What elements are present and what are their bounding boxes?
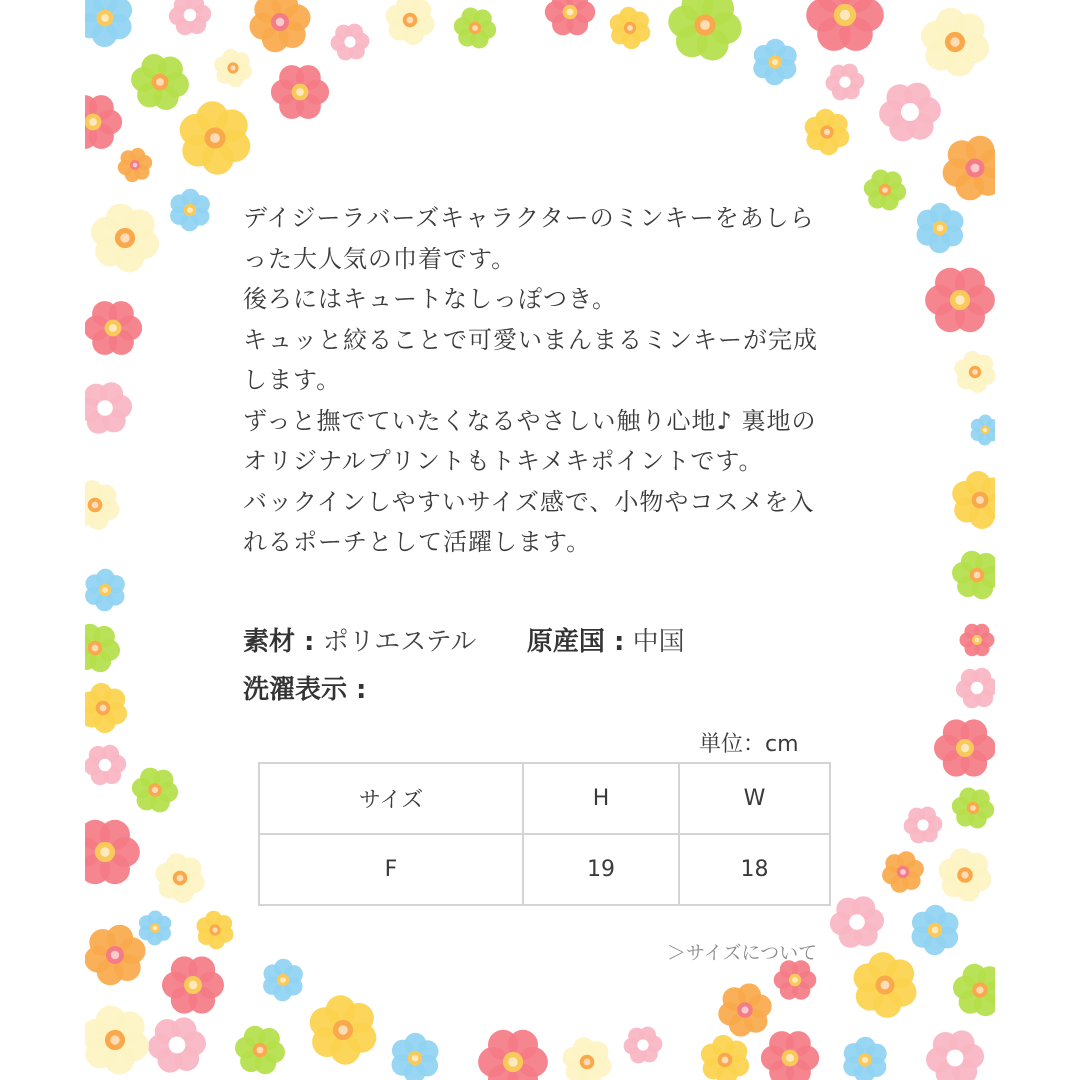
flower-icon (197, 911, 234, 950)
flower-icon (85, 683, 127, 733)
flower-icon (563, 1037, 612, 1080)
flower-icon (753, 39, 796, 86)
flower-icon (331, 24, 370, 61)
flower-icon (943, 136, 995, 201)
flower-icon (545, 0, 595, 35)
flower-icon (180, 101, 251, 174)
flower-icon (85, 0, 132, 47)
flower-icon (91, 204, 159, 273)
flower-icon (263, 959, 303, 1002)
flower-icon (85, 820, 140, 884)
material-label: 素材 : (243, 627, 315, 657)
flower-icon (85, 301, 142, 355)
flower-icon (830, 896, 884, 948)
flower-icon (170, 189, 210, 232)
material-value: ポリエステル (322, 627, 477, 657)
flower-icon (85, 1006, 149, 1075)
flower-icon (610, 7, 651, 49)
flower-icon (668, 0, 741, 61)
flower-icon (960, 624, 995, 656)
table-header-row (259, 763, 830, 834)
flower-icon (761, 1031, 819, 1080)
flower-icon (85, 745, 126, 785)
flower-icon (925, 268, 995, 332)
flower-icon (131, 54, 189, 110)
flower-icon (879, 83, 941, 142)
flower-icon (926, 1030, 984, 1080)
flower-icon (912, 905, 959, 955)
flower-icon (826, 64, 865, 101)
description-line: ずっと撫でていたくなるやさしい触り心地♪ 裏地の (243, 406, 817, 435)
flower-icon (148, 1017, 206, 1072)
flower-icon (235, 1026, 285, 1074)
flower-icon (85, 382, 132, 434)
flower-icon (971, 415, 995, 446)
flower-icon (843, 1037, 886, 1080)
flower-icon (85, 480, 120, 530)
flower-icon (939, 848, 992, 902)
unit-note: 単位：cm (699, 732, 799, 757)
flower-icon (85, 624, 120, 672)
flower-icon (953, 964, 995, 1016)
flower-icon (118, 148, 152, 182)
flower-icon (904, 807, 943, 844)
description-line: バックインしやすいサイズ感で、小物やコスメを入 (243, 487, 815, 516)
table-header-cell: H (523, 763, 679, 834)
flower-icon (952, 551, 995, 599)
care-row (243, 666, 685, 714)
table-cell: 19 (523, 834, 679, 905)
description-line: オリジナルプリントもトキメキポイントです。 (243, 447, 764, 475)
table-header-cell: W (679, 763, 830, 834)
description-line: 後ろにはキュートなしっぽつき。 (243, 285, 618, 313)
specs-row (243, 618, 685, 666)
flower-icon (454, 8, 496, 49)
description-line: します。 (243, 366, 342, 394)
product-description-card (85, 0, 995, 1080)
table-cell: F (259, 834, 523, 905)
flower-icon (156, 853, 205, 903)
flower-icon (310, 995, 377, 1064)
origin-value: 中国 (632, 627, 685, 657)
flower-icon (214, 49, 252, 87)
description-line: キュッと絞ることで可愛いまんまるミンキーが完成 (243, 325, 818, 354)
flower-icon (952, 788, 994, 829)
flower-icon (806, 0, 884, 51)
flower-icon (250, 0, 311, 52)
flower-icon (478, 1030, 548, 1080)
flower-icon (805, 109, 850, 155)
flower-icon (169, 0, 211, 35)
flower-icon (85, 95, 122, 149)
flower-icon (85, 925, 146, 986)
flower-icon (882, 851, 924, 893)
flower-icon (952, 471, 995, 529)
product-specs (243, 618, 685, 714)
table-row (259, 834, 830, 905)
flower-icon (954, 351, 995, 393)
flower-icon (934, 719, 995, 776)
flower-icon (701, 1035, 749, 1080)
origin-label: 原産国 : (526, 627, 625, 657)
product-description (243, 198, 883, 563)
flower-icon (132, 768, 178, 813)
flower-icon (624, 1027, 663, 1064)
flower-icon (917, 203, 964, 253)
flower-icon (774, 960, 817, 999)
table-cell: 18 (679, 834, 830, 905)
flower-icon (271, 65, 329, 119)
flower-icon (854, 952, 917, 1018)
care-label: 洗濯表示 : (243, 675, 367, 705)
description-line: れるポーチとして活躍します。 (243, 528, 592, 556)
flower-icon (956, 668, 995, 708)
size-guide-link[interactable]: ＞サイズについて (667, 942, 818, 964)
description-line: デイジーラバーズキャラクターのミンキーをあしら (243, 204, 815, 232)
flower-icon (386, 0, 435, 45)
flower-icon (718, 983, 771, 1036)
flower-icon (392, 1033, 439, 1080)
flower-icon (85, 569, 125, 612)
table-header-cell: サイズ (259, 763, 523, 834)
flower-icon (162, 956, 224, 1013)
flower-icon (921, 8, 989, 77)
flower-icon (139, 911, 172, 946)
description-line: った大人気の巾着です。 (243, 244, 517, 273)
size-table (258, 762, 831, 906)
